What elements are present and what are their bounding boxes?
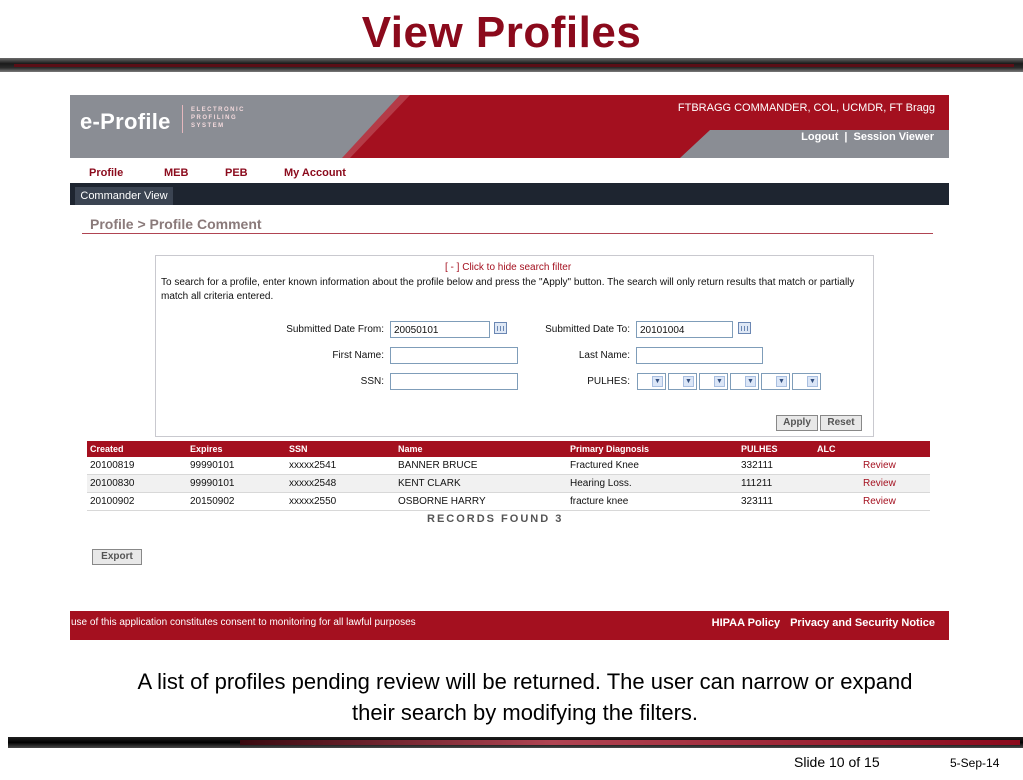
table-row[interactable] bbox=[87, 475, 930, 493]
export-button[interactable]: Export bbox=[92, 549, 142, 565]
chevron-down-icon: ▼ bbox=[807, 376, 818, 387]
privacy-notice-link[interactable]: Privacy and Security Notice bbox=[790, 617, 935, 629]
logo-divider bbox=[182, 105, 183, 133]
ssn-input[interactable] bbox=[390, 373, 518, 390]
app-logo: e-Profile bbox=[80, 109, 171, 134]
sub-nav bbox=[70, 183, 949, 205]
last-name-input[interactable] bbox=[636, 347, 763, 364]
app-window bbox=[70, 95, 949, 640]
cell-ssn: xxxxx2548 bbox=[289, 478, 337, 489]
apply-button[interactable]: Apply bbox=[776, 415, 818, 431]
filter-instructions: To search for a profile, enter known information about the profile below and press the "Apply" button. The search will only return results that match or partially match all criteria entered. bbox=[161, 277, 855, 302]
column-header bbox=[863, 441, 930, 457]
cell-expires: 20150902 bbox=[190, 496, 235, 507]
pulhes-select-p[interactable] bbox=[637, 373, 666, 390]
review-link[interactable]: Review bbox=[863, 478, 896, 489]
table-row[interactable] bbox=[87, 457, 930, 475]
consent-notice: use of this application constitutes consent to monitoring for all lawful purposes bbox=[71, 617, 416, 628]
date-from-label: Submitted Date From: bbox=[286, 324, 384, 335]
cell-ssn: xxxxx2541 bbox=[289, 460, 337, 471]
nav-peb[interactable]: PEB bbox=[225, 167, 248, 179]
breadcrumb-divider bbox=[82, 233, 933, 234]
review-link[interactable]: Review bbox=[863, 496, 896, 507]
cell-pulhes: 323111 bbox=[741, 496, 773, 507]
tab-commander-view[interactable]: Commander View bbox=[75, 187, 173, 205]
ssn-label: SSN: bbox=[360, 376, 384, 387]
column-header[interactable]: Name bbox=[398, 444, 423, 454]
logo-subtitle bbox=[191, 106, 245, 130]
column-header[interactable]: Primary Diagnosis bbox=[570, 444, 650, 454]
cell-expires: 99990101 bbox=[190, 460, 235, 471]
cell-created: 20100830 bbox=[90, 478, 135, 489]
slide-date: 5-Sep-14 bbox=[950, 756, 1000, 770]
logout-link[interactable]: Logout bbox=[801, 131, 839, 143]
chevron-down-icon: ▼ bbox=[714, 376, 725, 387]
column-header[interactable]: PULHES bbox=[741, 444, 778, 454]
cell-alc bbox=[817, 457, 863, 474]
date-to-input[interactable]: 20101004 bbox=[636, 321, 733, 338]
logo-subtitle-line: PROFILING bbox=[191, 115, 238, 121]
header-links bbox=[798, 131, 937, 143]
chevron-down-icon: ▼ bbox=[683, 376, 694, 387]
search-filter-panel bbox=[155, 255, 874, 437]
cell-diagnosis: Hearing Loss. bbox=[570, 478, 632, 489]
pulhes-select-s[interactable] bbox=[792, 373, 821, 390]
logo-subtitle-line: ELECTRONIC bbox=[191, 107, 245, 113]
cell-created: 20100902 bbox=[90, 496, 135, 507]
column-header[interactable]: Created bbox=[90, 444, 124, 454]
nav-profile[interactable]: Profile bbox=[89, 167, 124, 179]
hide-filter-link[interactable]: [ - ] Click to hide search filter bbox=[445, 262, 572, 273]
pulhes-select-l[interactable] bbox=[699, 373, 728, 390]
cell-diagnosis: Fractured Knee bbox=[570, 460, 639, 471]
table-row[interactable] bbox=[87, 493, 930, 511]
bottom-divider-accent bbox=[240, 740, 1020, 745]
pulhes-select-u[interactable] bbox=[668, 373, 697, 390]
pulhes-select-e[interactable] bbox=[761, 373, 790, 390]
cell-name: BANNER BRUCE bbox=[398, 460, 478, 471]
pulhes-select-h[interactable] bbox=[730, 373, 759, 390]
logo-subtitle-line: SYSTEM bbox=[191, 123, 225, 129]
records-found: RECORDS FOUND 3 bbox=[427, 513, 564, 525]
chevron-down-icon: ▼ bbox=[745, 376, 756, 387]
title-divider-accent bbox=[14, 64, 1014, 67]
date-from-input[interactable]: 20050101 bbox=[390, 321, 490, 338]
nav-my-account[interactable]: My Account bbox=[284, 167, 346, 179]
chevron-down-icon: ▼ bbox=[776, 376, 787, 387]
calendar-icon[interactable] bbox=[494, 322, 507, 334]
cell-pulhes: 332111 bbox=[741, 460, 773, 471]
cell-expires: 99990101 bbox=[190, 478, 235, 489]
slide-title: View Profiles bbox=[361, 8, 642, 57]
column-header[interactable]: ALC bbox=[817, 444, 836, 454]
results-table bbox=[87, 441, 930, 511]
main-nav bbox=[70, 158, 949, 183]
user-name: FTBRAGG COMMANDER, COL, UCMDR, FT Bragg bbox=[677, 102, 935, 114]
cell-ssn: xxxxx2550 bbox=[289, 496, 337, 507]
footer-links bbox=[702, 617, 935, 629]
cell-name: OSBORNE HARRY bbox=[398, 496, 486, 507]
first-name-input[interactable] bbox=[390, 347, 518, 364]
chevron-down-icon: ▼ bbox=[652, 376, 663, 387]
breadcrumb: Profile > Profile Comment bbox=[90, 216, 262, 232]
first-name-label: First Name: bbox=[332, 350, 384, 361]
reset-button[interactable]: Reset bbox=[820, 415, 862, 431]
slide-number: Slide 10 of 15 bbox=[794, 754, 880, 770]
hipaa-policy-link[interactable]: HIPAA Policy bbox=[711, 617, 781, 629]
last-name-label: Last Name: bbox=[578, 350, 630, 361]
session-viewer-link[interactable]: Session Viewer bbox=[853, 131, 934, 143]
column-header[interactable]: Expires bbox=[190, 444, 223, 454]
link-separator: | bbox=[844, 131, 848, 143]
cell-name: KENT CLARK bbox=[398, 478, 461, 489]
date-to-label: Submitted Date To: bbox=[545, 324, 630, 335]
app-footer bbox=[70, 611, 949, 640]
calendar-icon[interactable] bbox=[738, 322, 751, 334]
cell-diagnosis: fracture knee bbox=[570, 496, 629, 507]
cell-alc bbox=[817, 475, 863, 492]
table-header bbox=[87, 441, 930, 457]
pulhes-label: PULHES: bbox=[587, 376, 630, 387]
cell-pulhes: 111211 bbox=[741, 478, 773, 489]
column-header[interactable]: SSN bbox=[289, 444, 308, 454]
slide-caption: A list of profiles pending review will be returned. The user can narrow or expand their search by modifying the filters. bbox=[137, 669, 913, 725]
nav-meb[interactable]: MEB bbox=[164, 167, 189, 179]
cell-alc bbox=[817, 493, 863, 510]
review-link[interactable]: Review bbox=[863, 460, 896, 471]
cell-created: 20100819 bbox=[90, 460, 135, 471]
